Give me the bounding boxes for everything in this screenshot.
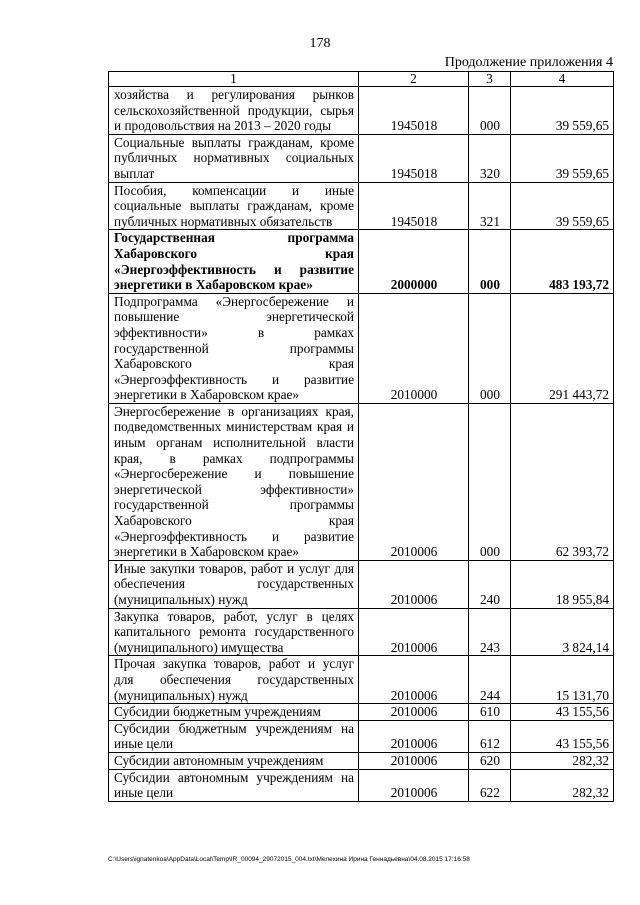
header-col-1: 1 [109, 72, 359, 87]
table-row [109, 720, 614, 752]
row-description: Субсидии автономным учреждениям на иные цели [109, 769, 359, 801]
row-description: Субсидии бюджетным учреждениям [109, 704, 359, 721]
row-amount: 39 559,65 [511, 134, 614, 182]
row-target-code: 2010006 [359, 608, 469, 656]
budget-table [108, 71, 614, 802]
row-expense-type: 240 [469, 560, 511, 608]
row-target-code: 2010006 [359, 720, 469, 752]
row-description: Социальные выплаты гражданам, кроме публичных нормативных социальных выплат [109, 134, 359, 182]
header-col-3: 3 [469, 72, 511, 87]
row-amount: 39 559,65 [511, 182, 614, 230]
row-target-code: 1945018 [359, 134, 469, 182]
row-target-code: 2010006 [359, 560, 469, 608]
row-expense-type: 622 [469, 769, 511, 801]
row-description: Подпрограмма «Энергосбережение и повышение энергетической эффективности» в рамках государственной программы Хабаровского края «Энергоэффективность и развитие энергетики в Хабаровском крае» [109, 293, 359, 403]
table-row [109, 293, 614, 403]
row-target-code: 2010006 [359, 704, 469, 721]
row-expense-type: 320 [469, 134, 511, 182]
row-target-code: 2000000 [359, 230, 469, 293]
row-amount: 39 559,65 [511, 87, 614, 135]
row-expense-type: 000 [469, 403, 511, 560]
row-target-code: 1945018 [359, 182, 469, 230]
table-row [109, 656, 614, 704]
header-col-4: 4 [511, 72, 614, 87]
row-expense-type: 612 [469, 720, 511, 752]
table-row [109, 769, 614, 801]
row-expense-type: 000 [469, 87, 511, 135]
row-target-code: 2010006 [359, 403, 469, 560]
row-amount: 18 955,84 [511, 560, 614, 608]
table-header-row [109, 72, 614, 87]
row-description: Государственная программа Хабаровского края «Энергоэффективность и развитие энергетики в Хабаровском крае» [109, 230, 359, 293]
table-row [109, 704, 614, 721]
row-expense-type: 000 [469, 293, 511, 403]
row-expense-type: 620 [469, 752, 511, 769]
row-description: Субсидии автономным учреждениям [109, 752, 359, 769]
table-row [109, 134, 614, 182]
row-description: Прочая закупка товаров, работ и услуг для обеспечения государственных (муниципальных) нужд [109, 656, 359, 704]
row-expense-type: 244 [469, 656, 511, 704]
row-description: Пособия, компенсации и иные социальные выплаты гражданам, кроме публичных нормативных обязательств [109, 182, 359, 230]
row-amount: 282,32 [511, 769, 614, 801]
row-amount: 43 155,56 [511, 720, 614, 752]
row-amount: 62 393,72 [511, 403, 614, 560]
row-target-code: 2010000 [359, 293, 469, 403]
file-path-footer: C:\Users\ignatenkoa\AppData\Local\Temp\IR_00094_29072015_004.txt\Мелехина Ирина Геннадьевна\04.08.2015 17:16:58 [108, 856, 470, 863]
row-amount: 43 155,56 [511, 704, 614, 721]
row-description: Субсидии бюджетным учреждениям на иные цели [109, 720, 359, 752]
row-expense-type: 610 [469, 704, 511, 721]
row-amount: 3 824,14 [511, 608, 614, 656]
table-row [109, 87, 614, 135]
table-row [109, 752, 614, 769]
row-amount: 291 443,72 [511, 293, 614, 403]
table-row [109, 403, 614, 560]
row-amount: 282,32 [511, 752, 614, 769]
table-row [109, 182, 614, 230]
row-target-code: 2010006 [359, 656, 469, 704]
row-amount: 15 131,70 [511, 656, 614, 704]
row-amount: 483 193,72 [511, 230, 614, 293]
continuation-caption: Продолжение приложения 4 [444, 55, 613, 70]
row-description: Иные закупки товаров, работ и услуг для обеспечения государственных (муниципальных) нужд [109, 560, 359, 608]
row-target-code: 1945018 [359, 87, 469, 135]
table-row [109, 560, 614, 608]
row-expense-type: 000 [469, 230, 511, 293]
table-row [109, 608, 614, 656]
table-row-program [109, 230, 614, 293]
row-target-code: 2010006 [359, 769, 469, 801]
header-col-2: 2 [359, 72, 469, 87]
page-number: 178 [309, 36, 331, 51]
row-description: хозяйства и регулирования рынков сельскохозяйственной продукции, сырья и продовольствия на 2013 – 2020 годы [109, 87, 359, 135]
row-description: Энергосбережение в организациях края, подведомственных министерствам края и иным органам исполнительной власти края, в рамках подпрограммы «Энергосбережение и повышение энергетической эффективности» государственной программы Хабаровского края «Энергоэффективность и развитие энергетики в Хабаровском крае» [109, 403, 359, 560]
row-target-code: 2010006 [359, 752, 469, 769]
row-expense-type: 321 [469, 182, 511, 230]
row-description: Закупка товаров, работ, услуг в целях капитального ремонта государственного (муниципального) имущества [109, 608, 359, 656]
row-expense-type: 243 [469, 608, 511, 656]
